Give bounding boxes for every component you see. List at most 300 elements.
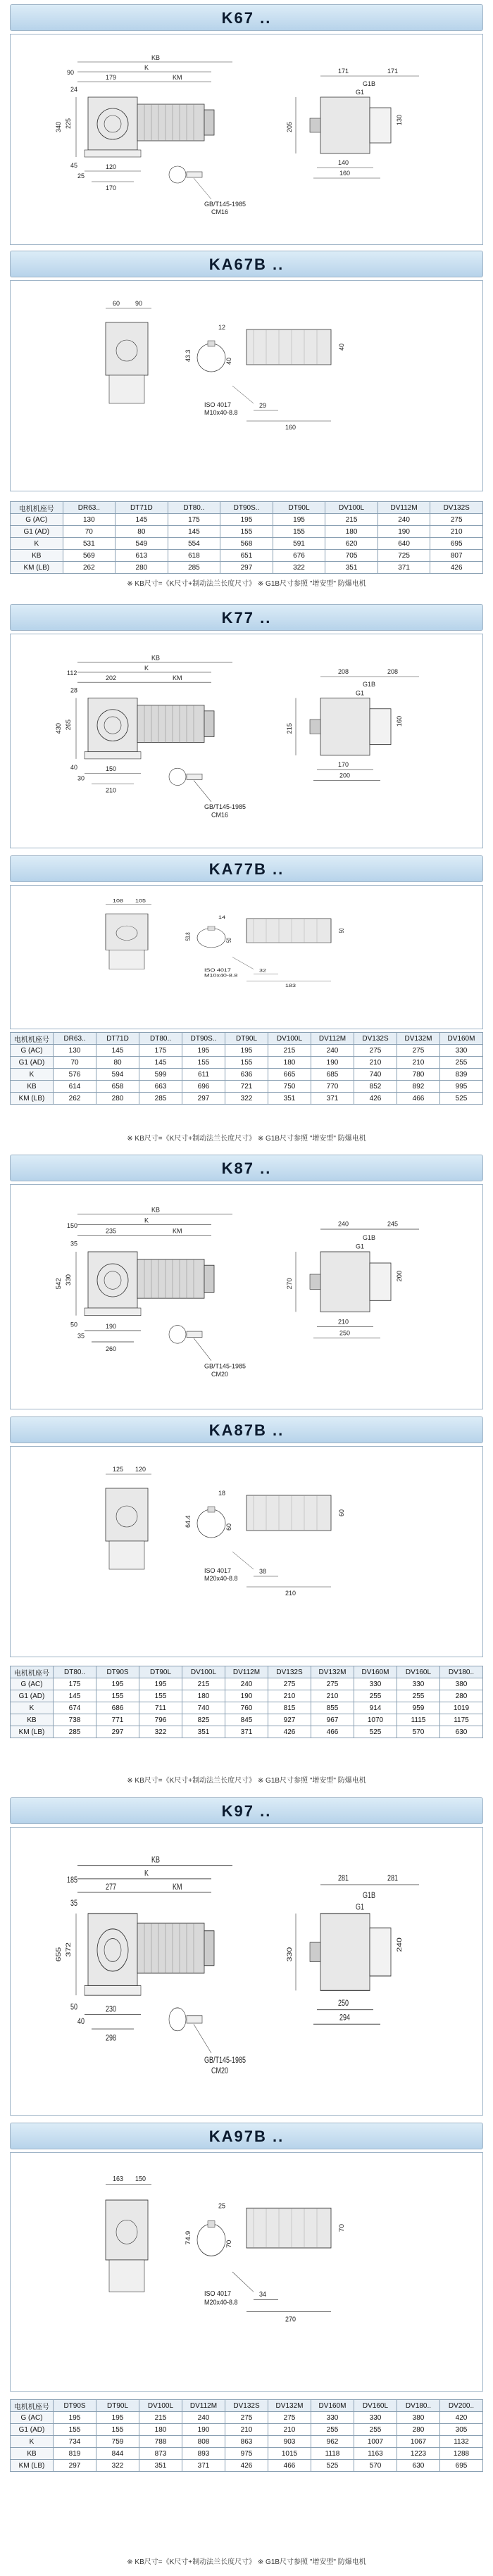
side-shaft-body bbox=[246, 2208, 331, 2248]
table-cell: 351 bbox=[182, 1726, 225, 1738]
table-cell: 1019 bbox=[440, 1702, 483, 1714]
table-cell: 380 bbox=[440, 1678, 483, 1690]
section-title: KA67B .. bbox=[208, 256, 285, 273]
shaft-end bbox=[169, 768, 186, 785]
dimension-label: 70 bbox=[338, 2223, 346, 2232]
standard-label: GB/T145-1985 bbox=[204, 803, 246, 811]
table-cell: 80 bbox=[96, 1057, 139, 1069]
shaft-drawing-ka67b bbox=[0, 280, 493, 491]
dimension-label: 50 bbox=[337, 928, 346, 934]
dimension-label: 60 bbox=[113, 300, 120, 307]
table-cell: 145 bbox=[116, 514, 168, 526]
table-cell: 995 bbox=[440, 1081, 483, 1093]
table-cell: 275 bbox=[430, 514, 483, 526]
dimension-label: 205 bbox=[286, 121, 293, 132]
table-cell: 145 bbox=[139, 1057, 182, 1069]
table-column-header: DV100L bbox=[325, 502, 378, 514]
table-cell: 210 bbox=[354, 1057, 397, 1069]
table-cell: 330 bbox=[440, 1045, 483, 1057]
table-cell: 70 bbox=[63, 526, 116, 538]
table-cell: 903 bbox=[268, 2436, 311, 2448]
table-cell: 839 bbox=[440, 1069, 483, 1081]
dimension-label: K bbox=[144, 64, 149, 71]
table-row-label: KM (LB) bbox=[11, 1726, 54, 1738]
table-cell: 570 bbox=[397, 1726, 440, 1738]
table-cell: 275 bbox=[268, 2412, 311, 2424]
table-cell: 255 bbox=[397, 1690, 440, 1702]
table-row bbox=[11, 2460, 483, 2472]
table-column-header: DT71D bbox=[96, 1033, 139, 1045]
table-row bbox=[11, 562, 483, 574]
drawing-line bbox=[232, 386, 254, 403]
side-view-body bbox=[320, 1914, 370, 1990]
dimension-label: 183 bbox=[285, 983, 296, 988]
table-column-header: DV180.. bbox=[397, 2400, 440, 2412]
motor-drawing-k67 bbox=[0, 34, 493, 245]
side-shaft-body bbox=[246, 919, 331, 943]
table-row bbox=[11, 1690, 483, 1702]
dimension-label: 90 bbox=[135, 300, 143, 307]
table-cell: 855 bbox=[311, 1702, 354, 1714]
table-column-header: DV100L bbox=[268, 1033, 311, 1045]
gearbox-lower bbox=[109, 375, 144, 403]
footnote: ※ KB尺寸=《K尺寸+制动法兰长度尺寸》 ※ G1B尺寸参照 "增安型" 防爆电机 bbox=[127, 1135, 366, 1143]
hollow-shaft-gearbox bbox=[106, 914, 148, 950]
table-row-label: KB bbox=[11, 550, 63, 562]
table-cell: 210 bbox=[311, 1690, 354, 1702]
table-header-label: 电机机座号 bbox=[11, 502, 63, 514]
table-cell: 280 bbox=[440, 1690, 483, 1702]
shaft-drawing-ka97b bbox=[0, 2152, 493, 2392]
table-row bbox=[11, 2448, 483, 2460]
drawing-line bbox=[194, 780, 211, 802]
table-cell: 927 bbox=[268, 1714, 311, 1726]
table-cell: 330 bbox=[311, 2412, 354, 2424]
gearbox-lower bbox=[109, 2260, 144, 2292]
dimension-label: G1 bbox=[356, 689, 364, 697]
table-column-header: DV132M bbox=[268, 2400, 311, 2412]
table-cell: 863 bbox=[225, 2436, 268, 2448]
table-row bbox=[11, 538, 483, 550]
table-cell: 255 bbox=[311, 2424, 354, 2436]
table-column-header: DR63.. bbox=[54, 1033, 96, 1045]
section-header-ka87b bbox=[10, 1416, 483, 1443]
table-cell: 1015 bbox=[268, 2448, 311, 2460]
motor-drawing-group bbox=[55, 655, 419, 819]
table-cell: 549 bbox=[116, 538, 168, 550]
table-cell: 591 bbox=[273, 538, 325, 550]
table-cell: 210 bbox=[268, 1690, 311, 1702]
standard-label: ISO 4017 bbox=[204, 967, 231, 973]
table-cell: 780 bbox=[397, 1069, 440, 1081]
dimension-label: 208 bbox=[338, 667, 349, 675]
table-cell: 1132 bbox=[440, 2436, 483, 2448]
table-cell: 240 bbox=[311, 1045, 354, 1057]
table-column-header: DT71D bbox=[116, 502, 168, 514]
dimension-label: 202 bbox=[106, 674, 116, 682]
table-cell: 215 bbox=[182, 1678, 225, 1690]
section-header-ka67b bbox=[10, 251, 483, 277]
shaft-drawing-group bbox=[106, 2175, 346, 2323]
table-column-header: DV160L bbox=[397, 1666, 440, 1678]
standard-label: CM16 bbox=[211, 811, 228, 819]
dimension-label: KB bbox=[151, 1855, 161, 1865]
dimension-label: 170 bbox=[338, 761, 349, 769]
table-cell: 426 bbox=[225, 2460, 268, 2472]
bore-detail bbox=[197, 929, 225, 948]
table-cell: 351 bbox=[268, 1093, 311, 1105]
table-cell: 725 bbox=[377, 550, 430, 562]
dimension-label: 38 bbox=[259, 1568, 267, 1575]
table-cell: 322 bbox=[96, 2460, 139, 2472]
table-cell: 155 bbox=[225, 1057, 268, 1069]
dimension-label: 50 bbox=[70, 1321, 78, 1328]
dimension-label: K bbox=[144, 1217, 149, 1224]
table-column-header: DV132M bbox=[397, 1033, 440, 1045]
table-cell: 322 bbox=[273, 562, 325, 574]
table-row bbox=[11, 1045, 483, 1057]
table-cell: 1163 bbox=[354, 2448, 397, 2460]
table-cell: 852 bbox=[354, 1081, 397, 1093]
hollow-shaft-gearbox bbox=[106, 2200, 148, 2260]
table-cell: 1223 bbox=[397, 2448, 440, 2460]
side-view-flange bbox=[370, 709, 391, 745]
table-cell: 351 bbox=[325, 562, 378, 574]
motor-body bbox=[137, 705, 204, 743]
motor-drawing-k77 bbox=[0, 634, 493, 848]
keyway bbox=[208, 341, 215, 346]
table-cell: 614 bbox=[54, 1081, 96, 1093]
table-cell: 145 bbox=[168, 526, 220, 538]
standard-label: GB/T145-1985 bbox=[204, 201, 246, 208]
table-column-header: DV112M bbox=[225, 1666, 268, 1678]
table-cell: 962 bbox=[311, 2436, 354, 2448]
table-cell: 330 bbox=[354, 1678, 397, 1690]
dimension-label: G1B bbox=[363, 80, 376, 87]
footnote: ※ KB尺寸=《K尺寸+制动法兰长度尺寸》 ※ G1B尺寸参照 "增安型" 防爆电机 bbox=[127, 1777, 366, 1785]
dimension-label: KM bbox=[173, 674, 182, 682]
dimension-label: 120 bbox=[106, 163, 117, 170]
side-shaft-body bbox=[246, 329, 331, 365]
side-view-flange bbox=[370, 1263, 391, 1300]
table-cell: 1070 bbox=[354, 1714, 397, 1726]
table-cell: 330 bbox=[354, 2412, 397, 2424]
hollow-shaft-gearbox bbox=[106, 322, 148, 375]
gearbox-foot bbox=[85, 150, 141, 157]
table-row-label: G (AC) bbox=[11, 1045, 54, 1057]
dimension-label: 40 bbox=[70, 764, 78, 772]
dimension-label: 372 bbox=[65, 1942, 73, 1957]
table-cell: 531 bbox=[63, 538, 116, 550]
table-row bbox=[11, 2424, 483, 2436]
dimension-label: 74.9 bbox=[185, 2230, 192, 2245]
dimension-label: 260 bbox=[106, 1345, 117, 1352]
table-cell: 280 bbox=[397, 2424, 440, 2436]
shaft-key bbox=[187, 172, 202, 177]
drawing-line bbox=[232, 1552, 254, 1569]
dimension-label: KM bbox=[173, 1882, 182, 1892]
dimension-label: 105 bbox=[135, 898, 146, 904]
dimension-label: 112 bbox=[67, 669, 77, 677]
table-cell: 190 bbox=[225, 1690, 268, 1702]
table-cell: 155 bbox=[220, 526, 273, 538]
table-row-label: K bbox=[11, 2436, 54, 2448]
table-row bbox=[11, 514, 483, 526]
table-cell: 750 bbox=[268, 1081, 311, 1093]
dimension-label: 655 bbox=[55, 1947, 63, 1962]
table-row-label: KB bbox=[11, 2448, 54, 2460]
table-cell: 280 bbox=[96, 1093, 139, 1105]
table-cell: 275 bbox=[268, 1678, 311, 1690]
dimension-label: 160 bbox=[339, 170, 351, 177]
table-cell: 663 bbox=[139, 1081, 182, 1093]
table-cell: 1115 bbox=[397, 1714, 440, 1726]
dimension-table bbox=[10, 2399, 483, 2472]
table-cell: 155 bbox=[96, 1690, 139, 1702]
side-view-shaft bbox=[310, 1274, 320, 1289]
table-cell: 959 bbox=[397, 1702, 440, 1714]
table-cell: 155 bbox=[54, 2424, 96, 2436]
table-column-header: DV112M bbox=[182, 2400, 225, 2412]
table-column-header: DV112M bbox=[377, 502, 430, 514]
table-cell: 210 bbox=[225, 2424, 268, 2436]
shaft-end bbox=[169, 2008, 186, 2031]
table-column-header: DV100L bbox=[182, 1666, 225, 1678]
table-cell: 190 bbox=[311, 1057, 354, 1069]
keyway bbox=[208, 926, 215, 930]
dimension-label: 171 bbox=[387, 68, 399, 75]
section-title: K67 .. bbox=[221, 9, 272, 27]
dimension-label: 179 bbox=[106, 74, 117, 81]
keyway bbox=[208, 1507, 215, 1512]
table-row-label: KB bbox=[11, 1714, 54, 1726]
table-cell: 351 bbox=[139, 2460, 182, 2472]
dimension-label: 215 bbox=[286, 723, 293, 734]
table-cell: 80 bbox=[116, 526, 168, 538]
dimension-label: 90 bbox=[67, 69, 75, 76]
table-cell: 721 bbox=[225, 1081, 268, 1093]
dimension-label: 50 bbox=[225, 938, 233, 943]
footnote: ※ KB尺寸=《K尺寸+制动法兰长度尺寸》 ※ G1B尺寸参照 "增安型" 防爆电机 bbox=[127, 2558, 366, 2566]
table-row bbox=[11, 1093, 483, 1105]
table-row bbox=[11, 1057, 483, 1069]
dimension-label: 270 bbox=[286, 1278, 293, 1290]
dimension-label: 28 bbox=[70, 686, 78, 694]
table-cell: 180 bbox=[139, 2424, 182, 2436]
table-cell: 175 bbox=[139, 1045, 182, 1057]
table-row bbox=[11, 1069, 483, 1081]
table-cell: 620 bbox=[325, 538, 378, 550]
dimension-label: 18 bbox=[218, 1490, 226, 1497]
table-cell: 275 bbox=[354, 1045, 397, 1057]
dimension-label: 542 bbox=[55, 1278, 62, 1290]
gearbox-body bbox=[88, 1914, 137, 1986]
table-cell: 796 bbox=[139, 1714, 182, 1726]
table-cell: 280 bbox=[116, 562, 168, 574]
table-row bbox=[11, 1081, 483, 1093]
dimension-label: 265 bbox=[65, 720, 72, 731]
table-column-header: DT90S.. bbox=[220, 502, 273, 514]
shaft-drawing-group bbox=[106, 300, 345, 431]
table-cell: 740 bbox=[354, 1069, 397, 1081]
dimension-label: KB bbox=[151, 54, 161, 61]
side-view-flange bbox=[370, 1928, 391, 1976]
standard-label: ISO 4017 bbox=[204, 1567, 232, 1574]
table-column-header: DT90L bbox=[139, 1666, 182, 1678]
gearbox-foot bbox=[85, 1308, 141, 1316]
table-cell: 665 bbox=[268, 1069, 311, 1081]
standard-label: M10x40-8.8 bbox=[204, 409, 238, 416]
table-cell: 130 bbox=[63, 514, 116, 526]
table-cell: 696 bbox=[182, 1081, 225, 1093]
motor-fan-cover bbox=[204, 110, 214, 135]
table-cell: 759 bbox=[96, 2436, 139, 2448]
section-title: KA87B .. bbox=[208, 1421, 285, 1439]
standard-label: GB/T145-1985 bbox=[204, 1362, 246, 1370]
dimension-label: 35 bbox=[70, 1898, 78, 1909]
table-cell: 676 bbox=[273, 550, 325, 562]
table-cell: 611 bbox=[182, 1069, 225, 1081]
table-cell: 967 bbox=[311, 1714, 354, 1726]
dimension-label: 35 bbox=[77, 1332, 85, 1340]
table-cell: 210 bbox=[268, 2424, 311, 2436]
dimension-label: 70 bbox=[225, 2239, 233, 2248]
table-column-header: DV132S bbox=[268, 1666, 311, 1678]
dimension-label: 200 bbox=[396, 1270, 403, 1282]
section-title: K87 .. bbox=[221, 1160, 272, 1177]
table-cell: 873 bbox=[139, 2448, 182, 2460]
dimension-label: 240 bbox=[396, 1937, 404, 1952]
table-cell: 1118 bbox=[311, 2448, 354, 2460]
table-cell: 297 bbox=[182, 1093, 225, 1105]
shaft-end bbox=[169, 1326, 186, 1344]
dimension-label: G1B bbox=[363, 1233, 375, 1241]
dimension-label: 150 bbox=[106, 765, 116, 773]
table-row bbox=[11, 2412, 483, 2424]
table-cell: 525 bbox=[440, 1093, 483, 1105]
table-column-header: DV180.. bbox=[440, 1666, 483, 1678]
table-cell: 195 bbox=[96, 2412, 139, 2424]
table-cell: 738 bbox=[54, 1714, 96, 1726]
shaft-key bbox=[187, 2016, 202, 2023]
dimension-label: 281 bbox=[387, 1873, 399, 1883]
dimension-label: 120 bbox=[135, 1466, 146, 1473]
table-cell: 845 bbox=[225, 1714, 268, 1726]
dimension-label: 43.3 bbox=[185, 349, 192, 362]
gearbox-lower bbox=[109, 1541, 144, 1569]
dimension-table bbox=[10, 1032, 483, 1105]
dimension-label: 40 bbox=[338, 343, 345, 351]
table-cell: 466 bbox=[397, 1093, 440, 1105]
table-column-header: DV112M bbox=[311, 1033, 354, 1045]
table-cell: 705 bbox=[325, 550, 378, 562]
motor-drawing-group bbox=[55, 54, 419, 215]
motor-drawing-group bbox=[55, 1855, 419, 2075]
motor-body bbox=[137, 1259, 204, 1298]
table-cell: 305 bbox=[440, 2424, 483, 2436]
drawing-line bbox=[194, 178, 211, 199]
motor-drawing-group bbox=[55, 1206, 419, 1378]
table-cell: 695 bbox=[430, 538, 483, 550]
table-row bbox=[11, 1714, 483, 1726]
table-cell: 195 bbox=[96, 1678, 139, 1690]
table-cell: 330 bbox=[397, 1678, 440, 1690]
dimension-label: 40 bbox=[225, 357, 232, 365]
shaft-end bbox=[169, 166, 186, 183]
table-cell: 466 bbox=[268, 2460, 311, 2472]
dimension-label: 245 bbox=[387, 1220, 399, 1228]
table-cell: 892 bbox=[397, 1081, 440, 1093]
dimension-label: 281 bbox=[338, 1873, 349, 1883]
table-cell: 190 bbox=[182, 2424, 225, 2436]
table-cell: 770 bbox=[311, 1081, 354, 1093]
shaft-key bbox=[187, 1331, 202, 1338]
side-view-shaft bbox=[310, 720, 320, 734]
dimension-label: 240 bbox=[338, 1220, 349, 1228]
table-row-label: K bbox=[11, 1702, 54, 1714]
table-cell: 525 bbox=[354, 1726, 397, 1738]
dimension-label: 25 bbox=[77, 172, 85, 180]
table-cell: 175 bbox=[168, 514, 220, 526]
dimension-label: 340 bbox=[55, 121, 62, 132]
table-column-header: DT80.. bbox=[54, 1666, 96, 1678]
table-cell: 815 bbox=[268, 1702, 311, 1714]
dimension-label: KM bbox=[173, 1227, 182, 1235]
table-cell: 525 bbox=[311, 2460, 354, 2472]
dimension-label: 330 bbox=[286, 1947, 294, 1962]
table-cell: 195 bbox=[139, 1678, 182, 1690]
table-cell: 255 bbox=[354, 2424, 397, 2436]
table-header-label: 电机机座号 bbox=[11, 2400, 54, 2412]
dimension-label: 125 bbox=[113, 1466, 124, 1473]
table-cell: 145 bbox=[54, 1690, 96, 1702]
table-cell: 262 bbox=[54, 1093, 96, 1105]
dimension-label: 170 bbox=[106, 184, 117, 191]
table-column-header: DT80.. bbox=[139, 1033, 182, 1045]
table-cell: 734 bbox=[54, 2436, 96, 2448]
dimension-label: 64.4 bbox=[185, 1515, 192, 1528]
section-header-k67 bbox=[10, 4, 483, 31]
table-column-header: DT80.. bbox=[168, 502, 220, 514]
table-cell: 674 bbox=[54, 1702, 96, 1714]
dimension-label: 34 bbox=[259, 2290, 267, 2299]
table-header-label: 电机机座号 bbox=[11, 1666, 54, 1678]
table-row bbox=[11, 526, 483, 538]
dimension-label: G1B bbox=[363, 1890, 375, 1901]
table-row-label: KM (LB) bbox=[11, 562, 63, 574]
table-cell: 275 bbox=[397, 1045, 440, 1057]
dimension-label: 225 bbox=[65, 118, 72, 129]
standard-label: M20x40-8.8 bbox=[204, 1575, 238, 1582]
shaft-drawing-group bbox=[106, 898, 345, 988]
table-cell: 155 bbox=[182, 1057, 225, 1069]
motor-fan-cover bbox=[204, 1931, 214, 1966]
dimension-label: 210 bbox=[285, 1590, 297, 1597]
table-row-label: G (AC) bbox=[11, 1678, 54, 1690]
table-column-header: DT90S bbox=[54, 2400, 96, 2412]
standard-label: CM20 bbox=[211, 1370, 228, 1378]
dimension-label: 53.8 bbox=[184, 932, 192, 941]
dimension-label: 40 bbox=[77, 2016, 85, 2027]
shaft-drawing-ka77b bbox=[0, 885, 493, 1029]
dimension-label: 50 bbox=[70, 2002, 78, 2013]
table-column-header: DV160L bbox=[354, 2400, 397, 2412]
dimension-label: 208 bbox=[387, 667, 398, 675]
dimension-label: KM bbox=[173, 74, 182, 81]
dimension-label: K bbox=[144, 1868, 149, 1879]
dimension-label: 160 bbox=[396, 715, 403, 727]
table-cell: 695 bbox=[440, 2460, 483, 2472]
